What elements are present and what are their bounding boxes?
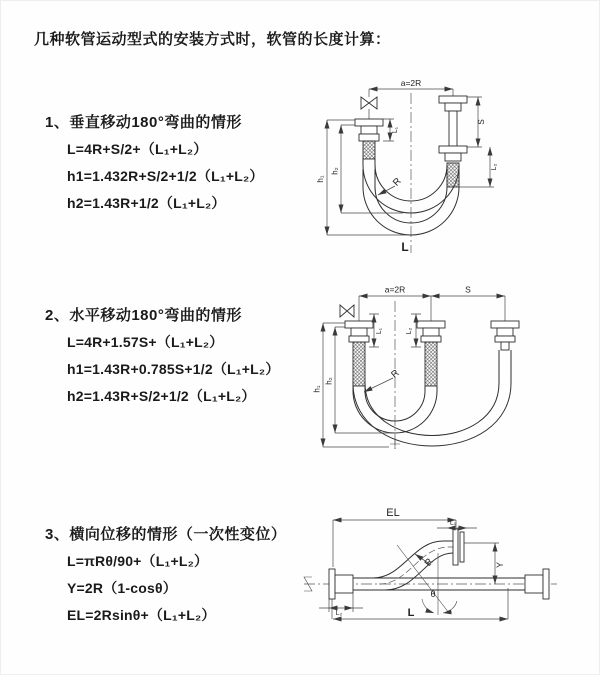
formula-line: h1=1.432R+S/2+1/2（L₁+L₂）	[67, 168, 264, 184]
dim-label-s: S	[477, 119, 486, 125]
dimension-lines	[319, 520, 508, 619]
dim-label-l1: L₁	[376, 327, 383, 335]
dim-label-s: S	[465, 284, 471, 295]
dim-label-h1: h₁	[316, 175, 325, 183]
diagram-lateral-displacement	[299, 506, 599, 656]
upper-flange	[453, 529, 464, 565]
diagram-vertical-180-bend	[313, 61, 595, 266]
left-flange	[329, 569, 353, 599]
valve-icon	[340, 305, 354, 317]
section-1-heading: 1、垂直移动180°弯曲的情形	[45, 114, 242, 131]
dimension-lines	[323, 296, 505, 447]
right-flange-fitting	[491, 321, 519, 350]
dim-label-l: L	[407, 607, 415, 619]
formula-line: Y=2R（1-cosθ）	[67, 580, 177, 596]
left-flange-fitting	[355, 119, 383, 141]
diagram-horizontal-180-bend	[313, 279, 595, 474]
dim-label-l: L	[401, 240, 409, 254]
formula-line: L=πRθ/90+（L₁+L₂）	[67, 553, 209, 569]
right-braided-hose	[447, 163, 459, 187]
middle-braided-hose	[425, 342, 437, 386]
page-title: 几种软管运动型式的安装方式时，软管的长度计算：	[34, 31, 391, 48]
formula-line: h1=1.43R+0.785S+1/2（L₁+L₂）	[67, 361, 280, 377]
dim-label-theta: θ	[430, 589, 436, 599]
section-2-heading: 2、水平移动180°弯曲的情形	[45, 307, 242, 324]
left-braided-hose	[353, 342, 365, 386]
left-flange-fitting	[345, 321, 373, 342]
dim-label-h2: h₂	[330, 167, 340, 175]
right-flange-fittings	[439, 89, 467, 161]
dim-label-h1: h₁	[312, 385, 322, 393]
right-flange	[525, 569, 549, 599]
section-3-heading: 3、横向位移的情形（一次性变位）	[45, 526, 287, 543]
dim-label-a2r: a=2R	[384, 284, 406, 295]
formula-line: h2=1.43R+S/2+1/2（L₁+L₂）	[67, 388, 256, 404]
formula-line: L=4R+1.57S+（L₁+L₂）	[67, 334, 224, 350]
dim-label-l2: L₂	[335, 610, 343, 617]
dim-label-l2: L₂	[491, 163, 498, 171]
middle-flange-fitting	[417, 321, 445, 342]
dim-label-h2: h₂	[324, 377, 334, 385]
left-braided-hose	[363, 141, 375, 159]
angle-construction	[397, 545, 457, 615]
valve-icon	[361, 89, 377, 119]
dim-label-el: EL	[386, 507, 400, 519]
formula-line: EL=2Rsinθ+（L₁+L₂）	[67, 607, 216, 623]
dim-label-r: R	[389, 367, 402, 381]
dim-label-r: R	[422, 556, 436, 569]
dim-label-l2: L₂	[406, 327, 413, 335]
dim-label-l1: L₁	[449, 519, 457, 527]
dim-label-l1: L₁	[392, 126, 399, 134]
formula-line: h2=1.43R+1/2（L₁+L₂）	[67, 195, 226, 211]
dim-label-r: R	[390, 175, 404, 189]
dim-label-y: Y	[495, 561, 505, 569]
dim-label-a2r: a=2R	[400, 78, 422, 88]
extension-lines	[359, 296, 505, 321]
formula-line: L=4R+S/2+（L₁+L₂）	[67, 141, 208, 157]
